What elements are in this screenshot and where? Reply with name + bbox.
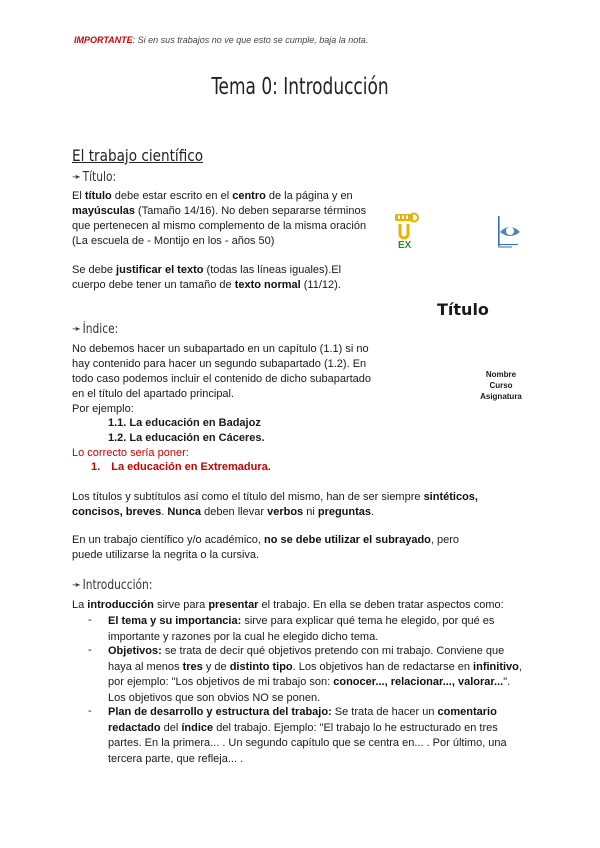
arrow-icon: ➛ xyxy=(72,578,81,593)
section-title: El trabajo científico xyxy=(72,146,204,165)
bullet-plan: Plan de desarrollo y estructura del trabajo: Se trata de hacer un comentario redactado del índice del trabajo. Ejemplo: "El trabajo lo he estructurado en tres partes. En la primera... . Un segundo capítulo que se centra en... . Por último, una tercera parte, que refleja... . xyxy=(108,706,507,765)
titulo-heading xyxy=(72,170,116,185)
bullet-objetivos: Objetivos: se trata de decir qué objetivos pretendo con mi trabajo. Conviene que haya al menos tres y de distinto tipo. Los objetivos han de redactarse en infinitivo, por ejemplo: "Los objetivos de mi trabajo son: conocer..., relacionar..., valorar...". Los objetivos que son obvios NO se ponen. xyxy=(108,645,522,704)
faculty-logo-icon xyxy=(494,214,524,250)
indice-example-item-1: 1.1. La educación en Badajoz xyxy=(108,417,261,429)
logo-letter xyxy=(400,224,401,225)
introduccion-lead: La introducción sirve para presentar el trabajo. En ella se deben tratar aspectos como: xyxy=(72,599,504,611)
important-label: IMPORTANTE xyxy=(74,35,133,45)
indice-example-label: Por ejemplo: xyxy=(72,403,134,415)
bullet-tema: El tema y su importancia: sirve para explicar qué tema he elegido, por qué es importante y razones por la cual he elegido dicho tema. xyxy=(108,615,495,643)
important-note xyxy=(74,35,368,45)
indice-heading-text: Índice: xyxy=(82,322,119,337)
university-logo xyxy=(392,212,422,254)
cover-meta xyxy=(470,369,532,402)
indice-heading xyxy=(72,322,118,337)
cover-meta-subject: Asignatura xyxy=(480,392,522,401)
cover-meta-course: Curso xyxy=(489,381,513,390)
indice-paragraph-3: En un trabajo científico y/o académico, no se debe utilizar el subrayado, pero puede utilizarse la negrita o la cursiva. xyxy=(72,534,460,561)
indice-example-item-2: 1.2. La educación en Cáceres. xyxy=(108,432,265,444)
cover-meta-name: Nombre xyxy=(485,370,517,379)
indice-correct-item xyxy=(91,461,271,473)
bullet-dash: - xyxy=(88,644,92,656)
titulo-paragraph-1: El título debe estar escrito en el centro de la página y en mayúsculas (Tamaño 14/16). No deben separarse términos que pertenecen al mismo complemento de la misma oración (La escuela de - Montijo en los - años 50) xyxy=(72,190,367,247)
bullet-dash: - xyxy=(88,705,92,717)
titulo-paragraph-2: Se debe justificar el texto (todas las líneas iguales).El cuerpo debe tener un tamaño de texto normal (11/12). xyxy=(72,264,342,291)
important-text: : Si en sus trabajos no ve que esto se cumple, baja la nota. xyxy=(132,35,369,45)
introduccion-heading-text: Introducción: xyxy=(82,578,153,593)
indice-paragraph-2: Los títulos y subtítulos así como el título del mismo, han de ser siempre sintéticos, concisos, breves. Nunca deben llevar verbos ni preguntas. xyxy=(72,491,478,518)
bullet-dash: - xyxy=(88,614,92,626)
correct-item-text: La educación en Extremadura. xyxy=(111,461,271,473)
faculty-logo xyxy=(494,214,524,250)
titulo-heading-text: Título: xyxy=(82,170,117,185)
logo-ex-text: EX xyxy=(398,240,412,251)
cover-title: Título xyxy=(437,300,489,319)
arrow-icon: ➛ xyxy=(72,170,81,185)
arrow-icon: ➛ xyxy=(72,322,81,337)
indice-correct-label: Lo correcto sería poner: xyxy=(72,447,189,459)
indice-paragraph-1: No debemos hacer un subapartado en un capítulo (1.1) si no hay contenido para hacer un segundo subapartado (1.2). En todo caso podemos incluir el contenido de dicho subapartado en el título del apartado principal. xyxy=(72,343,372,400)
correct-item-number: 1. xyxy=(91,461,101,473)
page-title: Tema 0: Introducción xyxy=(211,74,389,100)
introduccion-heading xyxy=(72,578,152,593)
